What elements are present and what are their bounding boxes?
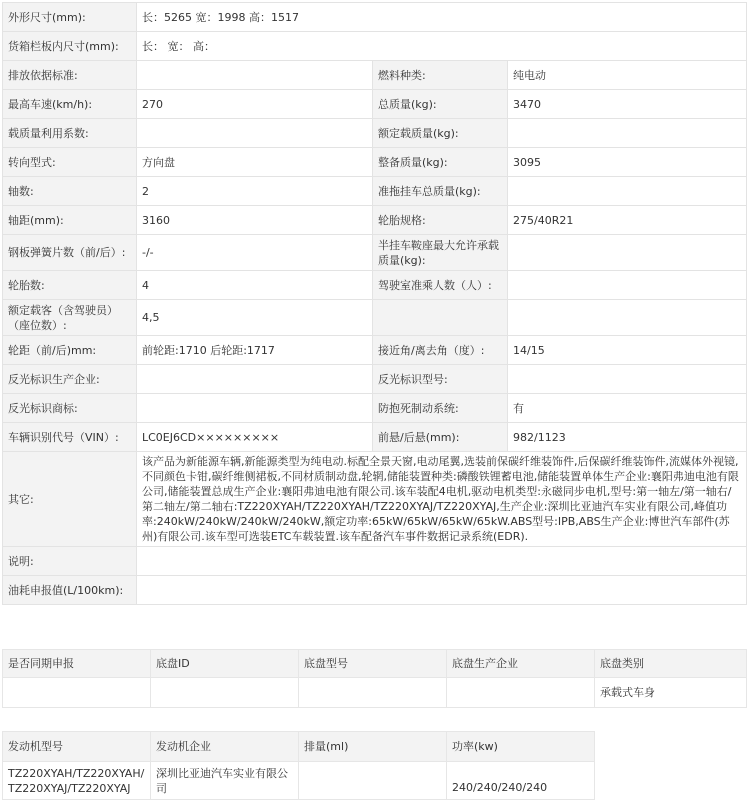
spec-row (3, 576, 747, 605)
spec-label: 反光标识生产企业: (3, 365, 137, 394)
spec-row (3, 423, 747, 452)
engine-cell (299, 762, 447, 800)
chassis-cell (151, 678, 299, 708)
spec-value: 该产品为新能源车辆,新能源类型为纯电动.标配全景天窗,电动尾翼,选装前保碳纤维装饰件,后保碳纤维装饰件,流媒体外视镜,不同颜色卡钳,碳纤维侧裙板,不同材质制动盘,轮辋,储能装置种类:磷酸铁锂蓄电池,储能装置单体生产企业:襄阳弗迪电池有限公司,储能装置总成生产企业:襄阳弗迪电池有限公司.该车装配4电机,驱动电机类型:永磁同步电机,型号:第一轴左/第一轴右/第二轴左/第二轴右:TZ220XYAH/TZ220XYAH/TZ220XYAJ/TZ220XYAJ,生产企业:深圳比亚迪汽车实业有限公司,峰值功率:240kW/240kW/240kW/240kW,额定功率:65kW/65kW/65kW/65kW.ABS型号:IPB,ABS生产企业:博世汽车部件(苏州)有限公司.该车型可选装ETC车载装置.该车配备汽车事件数据记录系统(EDR). (137, 452, 747, 547)
spec-value (137, 576, 747, 605)
engine-cell: 240/240/240/240 (447, 762, 595, 800)
blank-cell (595, 732, 747, 762)
spec-table (2, 2, 747, 605)
spec-value (137, 119, 373, 148)
engine-table (2, 731, 747, 800)
spec-value: 270 (137, 90, 373, 119)
chassis-header-cell: 底盘类别 (595, 650, 747, 678)
spec-label: 半挂车鞍座最大允许承载质量(kg): (373, 235, 508, 271)
spec-value: 3160 (137, 206, 373, 235)
chassis-header-cell: 是否同期申报 (3, 650, 151, 678)
spec-row (3, 452, 747, 547)
engine-header-cell: 发动机企业 (151, 732, 299, 762)
spec-label (373, 300, 508, 336)
spec-value (137, 61, 373, 90)
spec-label: 排放依据标准: (3, 61, 137, 90)
spec-value: 有 (508, 394, 747, 423)
chassis-cell (447, 678, 595, 708)
spec-value (508, 235, 747, 271)
engine-header-cell: 排量(ml) (299, 732, 447, 762)
spec-row (3, 336, 747, 365)
spec-row (3, 3, 747, 32)
spec-label: 反光标识型号: (373, 365, 508, 394)
spec-label: 说明: (3, 547, 137, 576)
spec-label: 其它: (3, 452, 137, 547)
spec-label: 额定载质量(kg): (373, 119, 508, 148)
spec-row (3, 32, 747, 61)
spec-value (137, 365, 373, 394)
spec-label: 钢板弹簧片数（前/后）: (3, 235, 137, 271)
spec-value (508, 365, 747, 394)
spec-value: 长：5265 宽：1998 高：1517 (137, 3, 747, 32)
spec-value (137, 547, 747, 576)
spec-label: 反光标识商标: (3, 394, 137, 423)
spec-label: 整备质量(kg): (373, 148, 508, 177)
spec-value (137, 394, 373, 423)
spec-value: 3095 (508, 148, 747, 177)
spec-label: 额定载客（含驾驶员）（座位数）: (3, 300, 137, 336)
spec-label: 防抱死制动系统: (373, 394, 508, 423)
spec-row (3, 90, 747, 119)
spec-row (3, 394, 747, 423)
spec-label: 轴数: (3, 177, 137, 206)
spec-row (3, 365, 747, 394)
spec-value (508, 177, 747, 206)
spec-row (3, 547, 747, 576)
chassis-header-cell: 底盘生产企业 (447, 650, 595, 678)
chassis-data-row (3, 678, 747, 708)
engine-header-cell: 功率(kw) (447, 732, 595, 762)
chassis-table (2, 649, 747, 708)
spec-value: 前轮距:1710 后轮距:1717 (137, 336, 373, 365)
spec-label: 载质量利用系数: (3, 119, 137, 148)
spec-label: 轴距(mm): (3, 206, 137, 235)
spec-label: 驾驶室准乘人数（人）: (373, 271, 508, 300)
chassis-header-cell: 底盘ID (151, 650, 299, 678)
spec-value: 4,5 (137, 300, 373, 336)
spec-value: 纯电动 (508, 61, 747, 90)
spec-row (3, 271, 747, 300)
spec-value: 长： 宽： 高： (137, 32, 747, 61)
spec-label: 转向型式: (3, 148, 137, 177)
spec-label: 轮胎规格: (373, 206, 508, 235)
spec-row (3, 61, 747, 90)
spec-row (3, 235, 747, 271)
spec-label: 最高车速(km/h): (3, 90, 137, 119)
spec-label: 接近角/离去角（度）: (373, 336, 508, 365)
spec-row (3, 177, 747, 206)
engine-data-row (3, 762, 747, 800)
engine-header-cell: 发动机型号 (3, 732, 151, 762)
spec-row (3, 148, 747, 177)
engine-header-row (3, 732, 747, 762)
spec-value: 14/15 (508, 336, 747, 365)
spec-row (3, 300, 747, 336)
chassis-cell (3, 678, 151, 708)
spec-label: 轮距（前/后)mm: (3, 336, 137, 365)
spec-label: 货箱栏板内尺寸(mm): (3, 32, 137, 61)
spec-value: 275/40R21 (508, 206, 747, 235)
spec-value: 4 (137, 271, 373, 300)
spec-label: 油耗申报值(L/100km): (3, 576, 137, 605)
spec-label: 轮胎数: (3, 271, 137, 300)
chassis-cell (299, 678, 447, 708)
spec-value (508, 119, 747, 148)
spec-value (508, 271, 747, 300)
spec-value: 982/1123 (508, 423, 747, 452)
spec-value: 2 (137, 177, 373, 206)
spec-value: -/- (137, 235, 373, 271)
chassis-header-cell: 底盘型号 (299, 650, 447, 678)
spec-value: 3470 (508, 90, 747, 119)
spec-label: 车辆识别代号（VIN）: (3, 423, 137, 452)
chassis-cell: 承载式车身 (595, 678, 747, 708)
spec-label: 外形尺寸(mm): (3, 3, 137, 32)
spec-row (3, 119, 747, 148)
engine-cell: 深圳比亚迪汽车实业有限公司 (151, 762, 299, 800)
spec-row (3, 206, 747, 235)
spec-label: 燃料种类: (373, 61, 508, 90)
spec-label: 总质量(kg): (373, 90, 508, 119)
spec-value (508, 300, 747, 336)
spec-value: 方向盘 (137, 148, 373, 177)
spec-label: 前悬/后悬(mm): (373, 423, 508, 452)
spec-label: 准拖挂车总质量(kg): (373, 177, 508, 206)
spec-value: LC0EJ6CD××××××××× (137, 423, 373, 452)
blank-cell (595, 762, 747, 800)
engine-cell: TZ220XYAH/TZ220XYAH/TZ220XYAJ/TZ220XYAJ (3, 762, 151, 800)
chassis-header-row (3, 650, 747, 678)
